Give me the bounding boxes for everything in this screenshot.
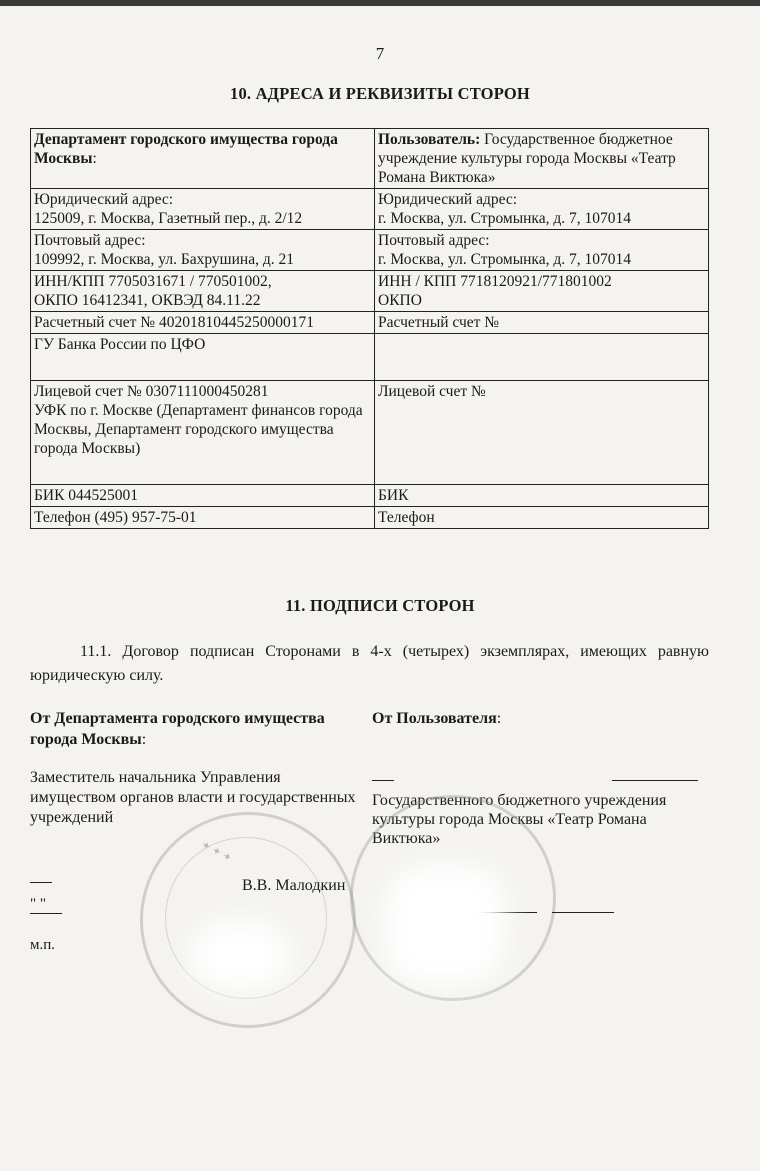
signer-name: В.В. Малодкин — [242, 877, 346, 894]
left-party-title — [30, 708, 350, 750]
requisites-row — [31, 312, 709, 334]
right-signature-line — [612, 780, 698, 781]
left-party-name: От Департамента городского имущества города Москвы — [30, 710, 325, 748]
redaction-blur-left — [190, 920, 290, 990]
cell-text: Департамент городского имущества города Москвы — [34, 131, 338, 167]
cell-text: Юридический адрес: — [378, 191, 518, 208]
cell-text: Телефон — [378, 509, 435, 526]
right-signature-line-short — [372, 780, 394, 781]
requisites-row — [31, 271, 709, 312]
requisites-row — [31, 334, 709, 381]
page-top-edge — [0, 0, 760, 6]
seal-place-mark: м.п. — [30, 937, 56, 953]
department-cell — [31, 507, 375, 529]
department-cell — [31, 334, 375, 381]
cell-text: 125009, г. Москва, Газетный пер., д. 2/12 — [34, 210, 303, 227]
user-cell — [375, 312, 709, 334]
requisites-row — [31, 189, 709, 230]
cell-text: ОКПО — [378, 292, 422, 309]
requisites-row — [31, 507, 709, 529]
requisites-row — [31, 485, 709, 507]
user-cell — [375, 381, 709, 485]
department-cell — [31, 129, 375, 189]
section-11-heading: 11. ПОДПИСИ СТОРОН — [285, 596, 475, 615]
cell-text: Расчетный счет № 40201810445250000171 — [34, 314, 314, 331]
user-cell — [375, 485, 709, 507]
cell-text: Расчетный счет № — [378, 314, 500, 331]
user-cell — [375, 507, 709, 529]
department-cell — [31, 485, 375, 507]
right-party-name: От Пользователя — [372, 710, 497, 727]
clause-11-1: 11.1. Договор подписан Сторонами в 4-х (четырех) экземплярах, имеющих равную юридическую силу. — [30, 643, 709, 684]
cell-text: : — [92, 150, 97, 167]
cell-text: ГУ Банка России по ЦФО — [34, 336, 206, 353]
requisites-row — [31, 230, 709, 271]
section-10-heading: 10. АДРЕСА И РЕКВИЗИТЫ СТОРОН — [230, 84, 530, 103]
cell-text: Юридический адрес: — [34, 191, 174, 208]
left-party-colon: : — [141, 731, 147, 748]
user-cell — [375, 129, 709, 189]
cell-text: Лицевой счет № 0307111000450281 — [34, 383, 269, 400]
user-cell — [375, 271, 709, 312]
requisites-row — [31, 129, 709, 189]
cell-text: Лицевой счет № — [378, 383, 486, 400]
user-cell — [375, 189, 709, 230]
cell-text: ИНН/КПП 7705031671 / 770501002, — [34, 273, 272, 290]
right-party-organization: Государственного бюджетного учреждения культуры города Москвы «Театр Романа Виктюка» — [372, 792, 667, 847]
date-quote: " " — [30, 896, 46, 912]
right-party-title — [372, 708, 702, 729]
requisites-row — [31, 381, 709, 485]
date-line — [30, 913, 62, 914]
right-party-colon: : — [496, 710, 502, 727]
cell-text: БИК — [378, 487, 409, 504]
department-cell — [31, 230, 375, 271]
cell-text: Почтовый адрес: — [378, 232, 490, 249]
cell-text: г. Москва, ул. Стромынка, д. 7, 107014 — [378, 210, 631, 227]
left-signer-position: Заместитель начальника Управления имуществом органов власти и государственных учреждений — [30, 769, 356, 826]
redaction-blur-right — [385, 865, 505, 985]
cell-text: УФК по г. Москве (Департамент финансов города Москвы, Департамент городского имущества города Москвы) — [34, 402, 363, 457]
department-cell — [31, 381, 375, 485]
department-cell — [31, 312, 375, 334]
cell-text: ОКПО 16412341, ОКВЭД 84.11.22 — [34, 292, 261, 309]
cell-text: 109992, г. Москва, ул. Бахрушина, д. 21 — [34, 251, 294, 268]
page-number: 7 — [375, 44, 385, 63]
cell-text: Пользователь: — [378, 131, 481, 148]
cell-text: г. Москва, ул. Стромынка, д. 7, 107014 — [378, 251, 631, 268]
user-cell — [375, 334, 709, 381]
date-line-top — [30, 882, 52, 883]
requisites-table — [30, 128, 709, 529]
cell-text: БИК 044525001 — [34, 487, 139, 504]
cell-text: ИНН / КПП 7718120921/771801002 — [378, 273, 612, 290]
user-cell — [375, 230, 709, 271]
cell-text: Почтовый адрес: — [34, 232, 146, 249]
department-cell — [31, 271, 375, 312]
right-date-line-2 — [552, 912, 614, 913]
cell-text: Государственное бюджетное учреждение культуры города Москвы «Театр Романа Виктюка» — [378, 131, 676, 186]
left-seal-text: ✦ ✦ ✦ — [198, 838, 234, 866]
cell-text: Телефон (495) 957-75-01 — [34, 509, 197, 526]
department-cell — [31, 189, 375, 230]
